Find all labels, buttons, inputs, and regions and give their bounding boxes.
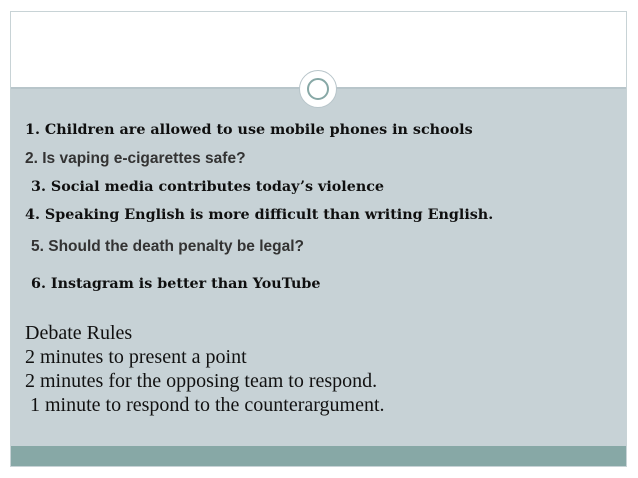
debate-topic-3: 3. Social media contributes today’s violence: [31, 179, 385, 195]
medallion-ring-icon: [307, 78, 329, 100]
debate-topic-4: 4. Speaking English is more difficult than writing English.: [25, 207, 494, 223]
debate-rules-title: Debate Rules: [25, 322, 133, 344]
debate-topic-1: 1. Children are allowed to use mobile phones in schools: [25, 122, 473, 138]
debate-rule-3: 1 minute to respond to the counterargument.: [25, 394, 385, 416]
debate-rule-1: 2 minutes to present a point: [25, 346, 247, 368]
circle-medallion-icon: [299, 70, 337, 108]
debate-topic-2: 2. Is vaping e-cigarettes safe?: [25, 150, 246, 167]
debate-rule-2: 2 minutes for the opposing team to respond.: [25, 370, 378, 392]
debate-topic-5: 5. Should the death penalty be legal?: [31, 238, 305, 255]
footer-band: [11, 446, 626, 466]
debate-topic-6: 6. Instagram is better than YouTube: [31, 276, 321, 292]
debate-rules-block: [25, 321, 385, 417]
